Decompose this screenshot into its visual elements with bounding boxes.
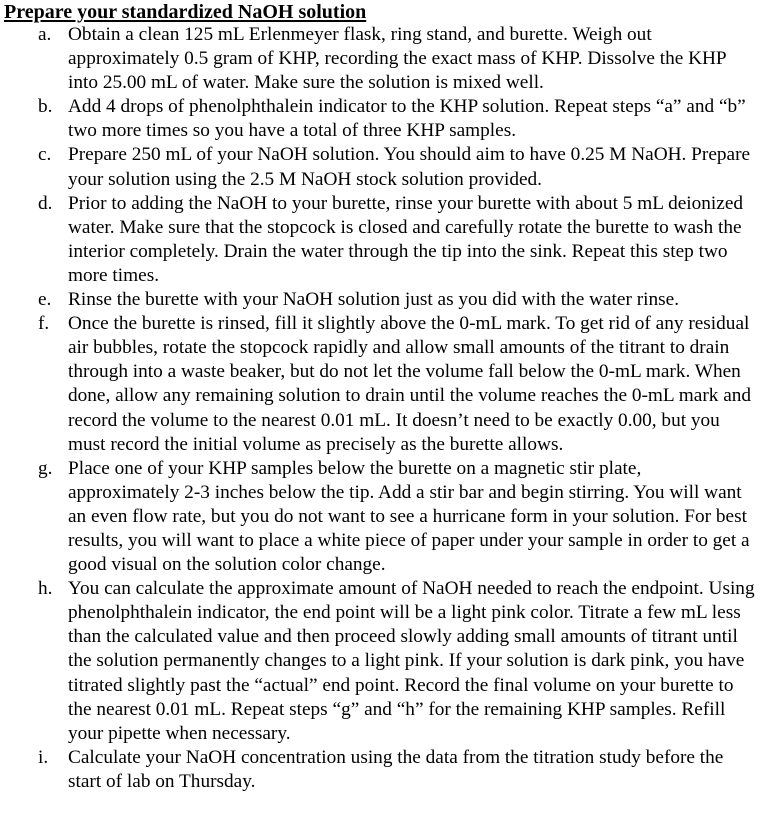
step-marker: e. — [38, 289, 52, 311]
step-b — [4, 95, 757, 143]
step-text: Prior to adding the NaOH to your burette, rinse your burette with about 5 mL deionized water. Make sure that the stopcock is closed and carefully rotate the burette to wash the interior completely. Drain the water through the tip into the sink. Repeat this step two more times. — [68, 192, 744, 286]
step-marker: a. — [38, 24, 52, 45]
step-text: You can calculate the approximate amount of NaOH needed to reach the endpoint. Using phenolphthalein indicator, the end point will be a light pink color. Titrate a few mL less than the calculated value and then proceed slowly adding small amounts of titrant until the solution permanently changes to a light pink. If your solution is dark pink, you have titrated slightly past the “actual” end point. Record the final volume on your burette to the nearest 0.01 mL. Repeat steps “g” and “h” for the remaining KHP samples. Refill your pipette when necessary. — [68, 578, 755, 744]
step-marker: b. — [38, 96, 53, 118]
procedure-steps-list — [4, 23, 757, 794]
step-text: Calculate your NaOH concentration using the data from the titration study before the start of lab on Thursday. — [68, 746, 724, 792]
step-c — [4, 143, 757, 191]
step-marker: h. — [38, 578, 53, 600]
step-e — [4, 288, 757, 312]
step-f — [4, 312, 757, 457]
step-text: Obtain a clean 125 mL Erlenmeyer flask, ring stand, and burette. Weigh out approximately 0.5 gram of KHP, recording the exact mass of KHP. Dissolve the KHP into 25.00 mL of water. Make sure the solution is mixed well. — [68, 24, 726, 94]
section-title: Prepare your standardized NaOH solution — [4, 1, 367, 23]
step-text: Place one of your KHP samples below the burette on a magnetic stir plate, approximately 2-3 inches below the tip. Add a stir bar and begin stirring. You will want an even flow rate, but you do not want to see a hurricane form in your solution. For best results, you will want to place a white piece of paper under your sample in order to get a good visual on the solution color change. — [68, 457, 750, 576]
step-marker: c. — [38, 144, 52, 166]
step-h — [4, 577, 757, 746]
step-text: Prepare 250 mL of your NaOH solution. You should aim to have 0.25 M NaOH. Prepare your solution using the 2.5 M NaOH stock solution provided. — [68, 144, 751, 190]
step-marker: f. — [38, 313, 50, 335]
step-marker: g. — [38, 457, 53, 479]
step-text: Rinse the burette with your NaOH solution just as you did with the water rinse. — [68, 289, 680, 311]
step-text: Add 4 drops of phenolphthalein indicator to the KHP solution. Repeat steps “a” and “b” two more times so you have a total of three KHP samples. — [68, 96, 746, 142]
step-marker: d. — [38, 192, 53, 214]
step-g — [4, 457, 757, 577]
step-marker: i. — [38, 746, 49, 768]
step-a — [4, 23, 757, 95]
step-i — [4, 746, 757, 794]
step-d — [4, 192, 757, 288]
step-text: Once the burette is rinsed, fill it slightly above the 0-mL mark. To get rid of any residual air bubbles, rotate the stopcock rapidly and allow small amounts of the titrant to drain through into a waste beaker, but do not let the volume fall below the 0-mL mark. When done, allow any remaining solution to drain until the volume reaches the 0-mL mark and record the volume to the nearest 0.01 mL. It doesn’t need to be exactly 0.00, but you must record the initial volume as precisely as the burette allows. — [68, 313, 752, 455]
